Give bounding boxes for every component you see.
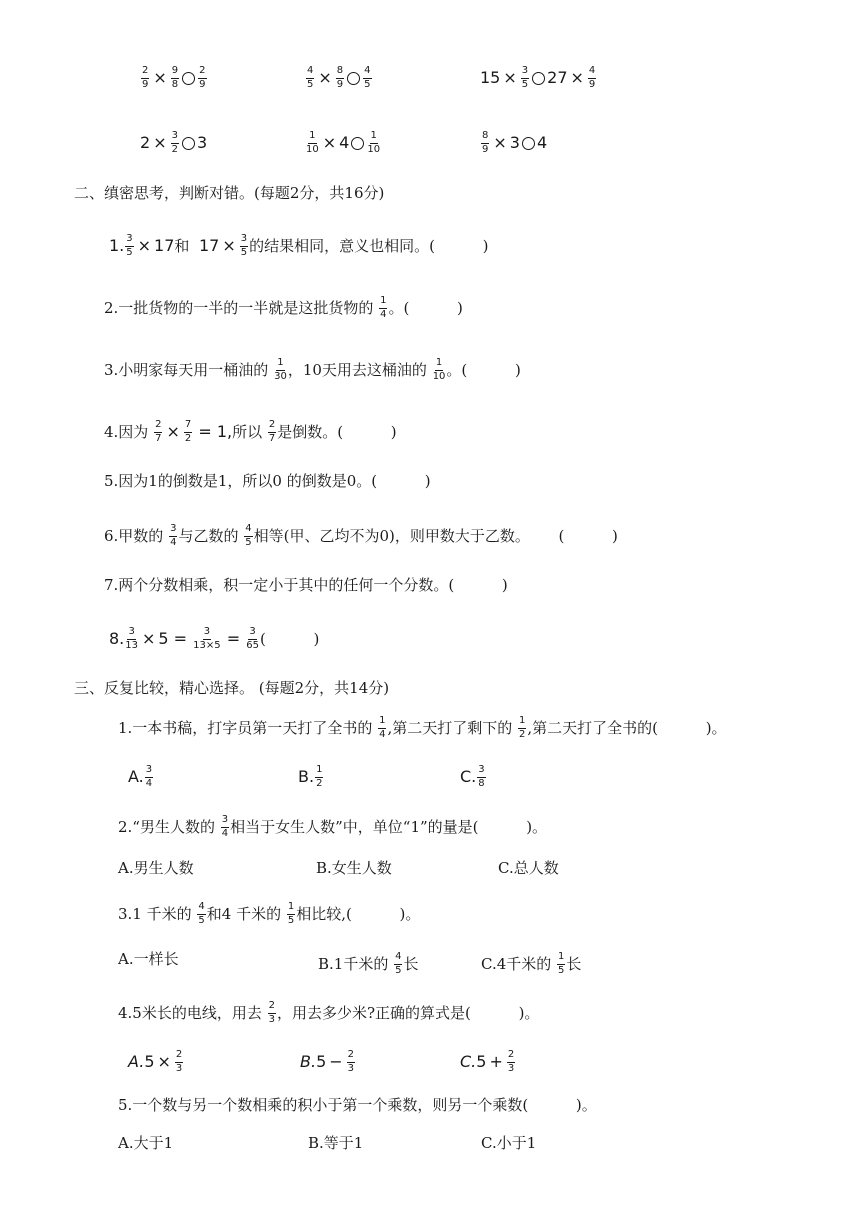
number: 5 bbox=[144, 1052, 155, 1071]
denominator: 10 bbox=[367, 143, 381, 155]
compare-circle-blank[interactable] bbox=[351, 137, 364, 150]
judge-item-7 bbox=[104, 578, 508, 593]
numerator: 1 bbox=[308, 131, 316, 144]
compare-2-2 bbox=[305, 131, 381, 155]
number: A. bbox=[128, 767, 144, 786]
fraction bbox=[171, 66, 179, 90]
number: 2 bbox=[140, 133, 151, 152]
compare-circle-blank[interactable] bbox=[182, 137, 195, 150]
denominator: 30 bbox=[274, 370, 287, 382]
numerator: 3 bbox=[521, 66, 529, 79]
denominator: 3 bbox=[268, 1013, 275, 1025]
operator: × bbox=[570, 68, 584, 87]
number: 17 bbox=[198, 236, 220, 255]
text-run: 5.因为1的倒数是1，所以0 的倒数是0。( ) bbox=[104, 472, 431, 490]
numerator: 1 bbox=[315, 765, 323, 778]
fraction bbox=[315, 765, 323, 789]
judge-item-5 bbox=[104, 474, 431, 489]
numerator: 3 bbox=[169, 524, 177, 537]
numerator: 2 bbox=[347, 1050, 355, 1063]
numerator: 2 bbox=[198, 66, 206, 79]
operator: × bbox=[318, 68, 332, 87]
fraction bbox=[184, 420, 192, 444]
text-run: 3.小明家每天用一桶油的 bbox=[104, 360, 274, 379]
fraction bbox=[125, 234, 133, 258]
text-run: 5.一个数与另一个数相乘的积小于第一个乘数，则另一个乘数( )。 bbox=[118, 1096, 597, 1114]
numerator: 4 bbox=[394, 952, 402, 965]
judge-item-4 bbox=[104, 420, 397, 444]
text-run: 长 bbox=[403, 954, 419, 973]
numerator: 4 bbox=[306, 66, 314, 79]
denominator: 5 bbox=[364, 78, 371, 90]
choice-q3-option-c bbox=[481, 952, 581, 976]
choice-q2-option-a bbox=[118, 861, 194, 876]
denominator: 3 bbox=[347, 1062, 355, 1074]
fraction bbox=[336, 66, 344, 90]
operator: × bbox=[153, 133, 167, 152]
numerator: 1 bbox=[370, 131, 378, 144]
compare-circle-blank[interactable] bbox=[347, 72, 360, 85]
judge-item-3 bbox=[104, 358, 521, 382]
operator: × bbox=[222, 236, 236, 255]
text-run: 4.5米长的电线，用去 bbox=[118, 1003, 267, 1022]
option-letter: A. bbox=[128, 1052, 145, 1071]
denominator: 7 bbox=[268, 432, 276, 444]
numerator: 2 bbox=[507, 1050, 515, 1063]
number: 5 bbox=[316, 1052, 327, 1071]
operator: × bbox=[166, 422, 180, 441]
number: 5 = bbox=[158, 629, 193, 648]
numerator: 9 bbox=[171, 66, 179, 79]
denominator: 2 bbox=[171, 143, 178, 155]
text-run: B.女生人数 bbox=[316, 859, 392, 877]
text-run: 的结果相同，意义也相同。( ) bbox=[249, 236, 489, 255]
text-run: 。( ) bbox=[446, 360, 521, 379]
fraction bbox=[240, 234, 248, 258]
compare-circle-blank[interactable] bbox=[532, 72, 545, 85]
numerator: 2 bbox=[268, 420, 276, 433]
denominator: 3 bbox=[507, 1062, 515, 1074]
fraction bbox=[378, 716, 386, 740]
fraction bbox=[306, 66, 314, 90]
compare-circle-blank[interactable] bbox=[182, 72, 195, 85]
text-run: A.男生人数 bbox=[118, 859, 194, 877]
numerator: 3 bbox=[203, 627, 211, 640]
numerator: 3 bbox=[248, 627, 256, 640]
denominator: 4 bbox=[170, 536, 177, 548]
numerator: 2 bbox=[175, 1050, 183, 1063]
text-run: C.总人数 bbox=[498, 859, 559, 877]
number: 8. bbox=[109, 629, 125, 648]
text-run: 和4 千米的 bbox=[206, 904, 286, 923]
denominator: 5 bbox=[198, 914, 205, 926]
choice-q5-option-b bbox=[308, 1136, 363, 1151]
fraction bbox=[197, 902, 205, 926]
fraction bbox=[125, 627, 138, 651]
text-run: 是倒数。( ) bbox=[277, 422, 397, 441]
denominator: 7 bbox=[155, 432, 162, 444]
denominator: 9 bbox=[588, 78, 596, 90]
numerator: 2 bbox=[154, 420, 162, 433]
judge-item-2 bbox=[104, 296, 463, 320]
text-run: ,第二天打了全书的( )。 bbox=[527, 718, 727, 737]
option-letter: B. bbox=[300, 1052, 317, 1071]
text-run: 相比较,( )。 bbox=[296, 904, 421, 923]
numerator: 4 bbox=[244, 524, 252, 537]
numerator: 1 bbox=[435, 358, 443, 371]
fraction bbox=[274, 358, 287, 382]
numerator: 4 bbox=[197, 902, 205, 915]
text-run: 和 bbox=[174, 236, 199, 255]
numerator: 2 bbox=[268, 1001, 276, 1014]
operator: × bbox=[493, 133, 507, 152]
denominator: 3 bbox=[175, 1062, 183, 1074]
denominator: 4 bbox=[379, 728, 386, 740]
judge-item-6 bbox=[104, 524, 618, 548]
denominator: 2 bbox=[519, 728, 526, 740]
denominator: 5 bbox=[395, 964, 402, 976]
numerator: 7 bbox=[184, 420, 192, 433]
choice-q1-option-c bbox=[460, 765, 487, 789]
fraction bbox=[521, 66, 529, 90]
text-run: 2.一批货物的一半的一半就是这批货物的 bbox=[104, 298, 379, 317]
numerator: 3 bbox=[240, 234, 248, 247]
numerator: 3 bbox=[145, 765, 153, 778]
section-3-heading: 三、反复比较，精心选择。 (每题2分，共14分) bbox=[74, 679, 390, 697]
text-run: 相当于女生人数”中，单位“1”的量是( )。 bbox=[230, 817, 548, 836]
operator: × bbox=[503, 68, 517, 87]
fraction bbox=[198, 66, 206, 90]
judge-item-8 bbox=[109, 627, 319, 651]
numerator: 8 bbox=[336, 66, 344, 79]
text-run: C.小于1 bbox=[481, 1134, 537, 1152]
choice-q2-option-c bbox=[498, 861, 559, 876]
numerator: 3 bbox=[125, 234, 133, 247]
choice-q1 bbox=[118, 716, 727, 740]
denominator: 13 bbox=[125, 639, 138, 651]
operator: − bbox=[329, 1052, 343, 1071]
number: 1. bbox=[109, 236, 125, 255]
fraction bbox=[169, 524, 177, 548]
choice-q5-option-a bbox=[118, 1136, 173, 1151]
text-run: ，用去多少米?正确的算式是( )。 bbox=[277, 1003, 540, 1022]
numerator: 1 bbox=[518, 716, 526, 729]
fraction bbox=[171, 131, 179, 155]
text-run: B.等于1 bbox=[308, 1134, 364, 1152]
numerator: 4 bbox=[588, 66, 596, 79]
choice-q3 bbox=[118, 902, 420, 926]
numerator: 3 bbox=[477, 765, 485, 778]
denominator: 65 bbox=[246, 639, 259, 651]
judge-item-1 bbox=[109, 234, 488, 258]
choice-q4-option-b bbox=[300, 1050, 356, 1074]
number: 4 bbox=[339, 133, 350, 152]
operator: × bbox=[137, 236, 152, 255]
numerator: 4 bbox=[363, 66, 371, 79]
denominator: 5 bbox=[287, 914, 295, 926]
number: 15 bbox=[480, 68, 501, 87]
operator: × bbox=[157, 1052, 171, 1071]
choice-q3-option-b bbox=[318, 952, 419, 976]
text-run: 相等(甲、乙均不为0)，则甲数大于乙数。 ( ) bbox=[253, 526, 618, 545]
numerator: 1 bbox=[378, 716, 386, 729]
choice-q1-option-b bbox=[298, 765, 324, 789]
number: 5 bbox=[476, 1052, 487, 1071]
text-run: 7.两个分数相乘，积一定小于其中的任何一个分数。( ) bbox=[104, 576, 508, 594]
denominator: 5 bbox=[521, 78, 529, 90]
text-run: 1.一本书稿，打字员第一天打了全书的 bbox=[118, 718, 378, 737]
number: 3 bbox=[509, 133, 520, 152]
numerator: 1 bbox=[557, 952, 565, 965]
option-letter: C. bbox=[460, 1052, 477, 1071]
number: 3 bbox=[196, 133, 208, 152]
section-2-heading: 二、缜密思考，判断对错。(每题2分，共16分) bbox=[74, 184, 385, 202]
text-run: B.1千米的 bbox=[318, 954, 394, 973]
text-run: ，10天用去这桶油的 bbox=[287, 360, 432, 379]
fraction bbox=[268, 420, 276, 444]
numerator: 8 bbox=[481, 131, 489, 144]
denominator: 5 bbox=[240, 246, 248, 258]
text-run: 2.“男生人数的 bbox=[118, 817, 220, 836]
text-run: 6.甲数的 bbox=[104, 526, 169, 545]
fraction bbox=[244, 524, 252, 548]
fraction bbox=[193, 627, 220, 651]
fraction bbox=[433, 358, 446, 382]
denominator: 5 bbox=[307, 78, 314, 90]
denominator: 5 bbox=[126, 246, 133, 258]
denominator: 4 bbox=[380, 308, 387, 320]
denominator: 5 bbox=[558, 964, 565, 976]
denominator: 9 bbox=[336, 78, 344, 90]
denominator: 4 bbox=[145, 777, 153, 789]
fraction bbox=[379, 296, 387, 320]
compare-1-3 bbox=[480, 66, 597, 90]
fraction bbox=[246, 627, 259, 651]
operator: × bbox=[142, 629, 156, 648]
denominator: 2 bbox=[316, 777, 323, 789]
number: B. bbox=[298, 767, 315, 786]
operator: × bbox=[322, 133, 337, 152]
fraction bbox=[363, 66, 371, 90]
numerator: 1 bbox=[287, 902, 295, 915]
denominator: 8 bbox=[171, 78, 179, 90]
text-run: 所以 bbox=[232, 422, 267, 441]
numerator: 1 bbox=[276, 358, 284, 371]
denominator: 9 bbox=[142, 78, 149, 90]
fraction bbox=[557, 952, 565, 976]
choice-q5 bbox=[118, 1098, 597, 1113]
denominator: 9 bbox=[482, 143, 489, 155]
text-run: ,第二天打了剩下的 bbox=[387, 718, 518, 737]
denominator: 5 bbox=[245, 536, 252, 548]
fraction bbox=[268, 1001, 276, 1025]
fraction bbox=[154, 420, 162, 444]
fraction bbox=[518, 716, 526, 740]
number: 4 bbox=[536, 133, 548, 152]
denominator: 8 bbox=[478, 777, 485, 789]
numerator: 3 bbox=[171, 131, 179, 144]
choice-q4-option-c bbox=[460, 1050, 516, 1074]
choice-q2-option-b bbox=[316, 861, 392, 876]
fraction bbox=[367, 131, 380, 155]
compare-circle-blank[interactable] bbox=[522, 137, 535, 150]
numerator: 1 bbox=[379, 296, 387, 309]
number: 27 bbox=[547, 68, 568, 87]
text-run: 3.1 千米的 bbox=[118, 904, 197, 923]
fraction bbox=[141, 66, 149, 90]
text-run: ( ) bbox=[259, 629, 320, 648]
number: C. bbox=[460, 767, 477, 786]
text-run: 与乙数的 bbox=[178, 526, 244, 545]
compare-2-3 bbox=[480, 131, 547, 155]
number: = bbox=[221, 629, 246, 648]
numerator: 3 bbox=[221, 815, 229, 828]
choice-q5-option-c bbox=[481, 1136, 536, 1151]
number: 17 bbox=[154, 236, 175, 255]
denominator: 10 bbox=[306, 143, 319, 155]
text-run: A.一样长 bbox=[118, 950, 179, 968]
fraction bbox=[347, 1050, 355, 1074]
choice-q4 bbox=[118, 1001, 539, 1025]
fraction bbox=[588, 66, 596, 90]
operator: × bbox=[153, 68, 167, 87]
compare-1-2 bbox=[305, 66, 373, 90]
choice-q3-option-a bbox=[118, 952, 179, 967]
numerator: 2 bbox=[141, 66, 149, 79]
fraction bbox=[221, 815, 229, 839]
fraction bbox=[507, 1050, 515, 1074]
fraction bbox=[481, 131, 489, 155]
compare-2-1 bbox=[140, 131, 207, 155]
fraction bbox=[175, 1050, 183, 1074]
compare-1-1 bbox=[140, 66, 208, 90]
denominator: 13×5 bbox=[193, 639, 221, 651]
choice-q4-option-a bbox=[128, 1050, 184, 1074]
text-run: A.大于1 bbox=[118, 1134, 174, 1152]
operator: + bbox=[489, 1052, 503, 1071]
fraction bbox=[477, 765, 485, 789]
denominator: 4 bbox=[221, 827, 229, 839]
denominator: 10 bbox=[432, 370, 446, 382]
fraction bbox=[145, 765, 153, 789]
text-run: C.4千米的 bbox=[481, 954, 557, 973]
fraction bbox=[287, 902, 295, 926]
text-run: 。( ) bbox=[388, 298, 463, 317]
text-run: 4.因为 bbox=[104, 422, 154, 441]
numerator: 3 bbox=[127, 627, 135, 640]
fraction bbox=[394, 952, 402, 976]
text-run: 长 bbox=[566, 954, 582, 973]
denominator: 2 bbox=[184, 432, 192, 444]
choice-q2 bbox=[118, 815, 547, 839]
choice-q1-option-a bbox=[128, 765, 154, 789]
number: = 1, bbox=[193, 422, 233, 441]
fraction bbox=[306, 131, 319, 155]
denominator: 9 bbox=[199, 78, 206, 90]
